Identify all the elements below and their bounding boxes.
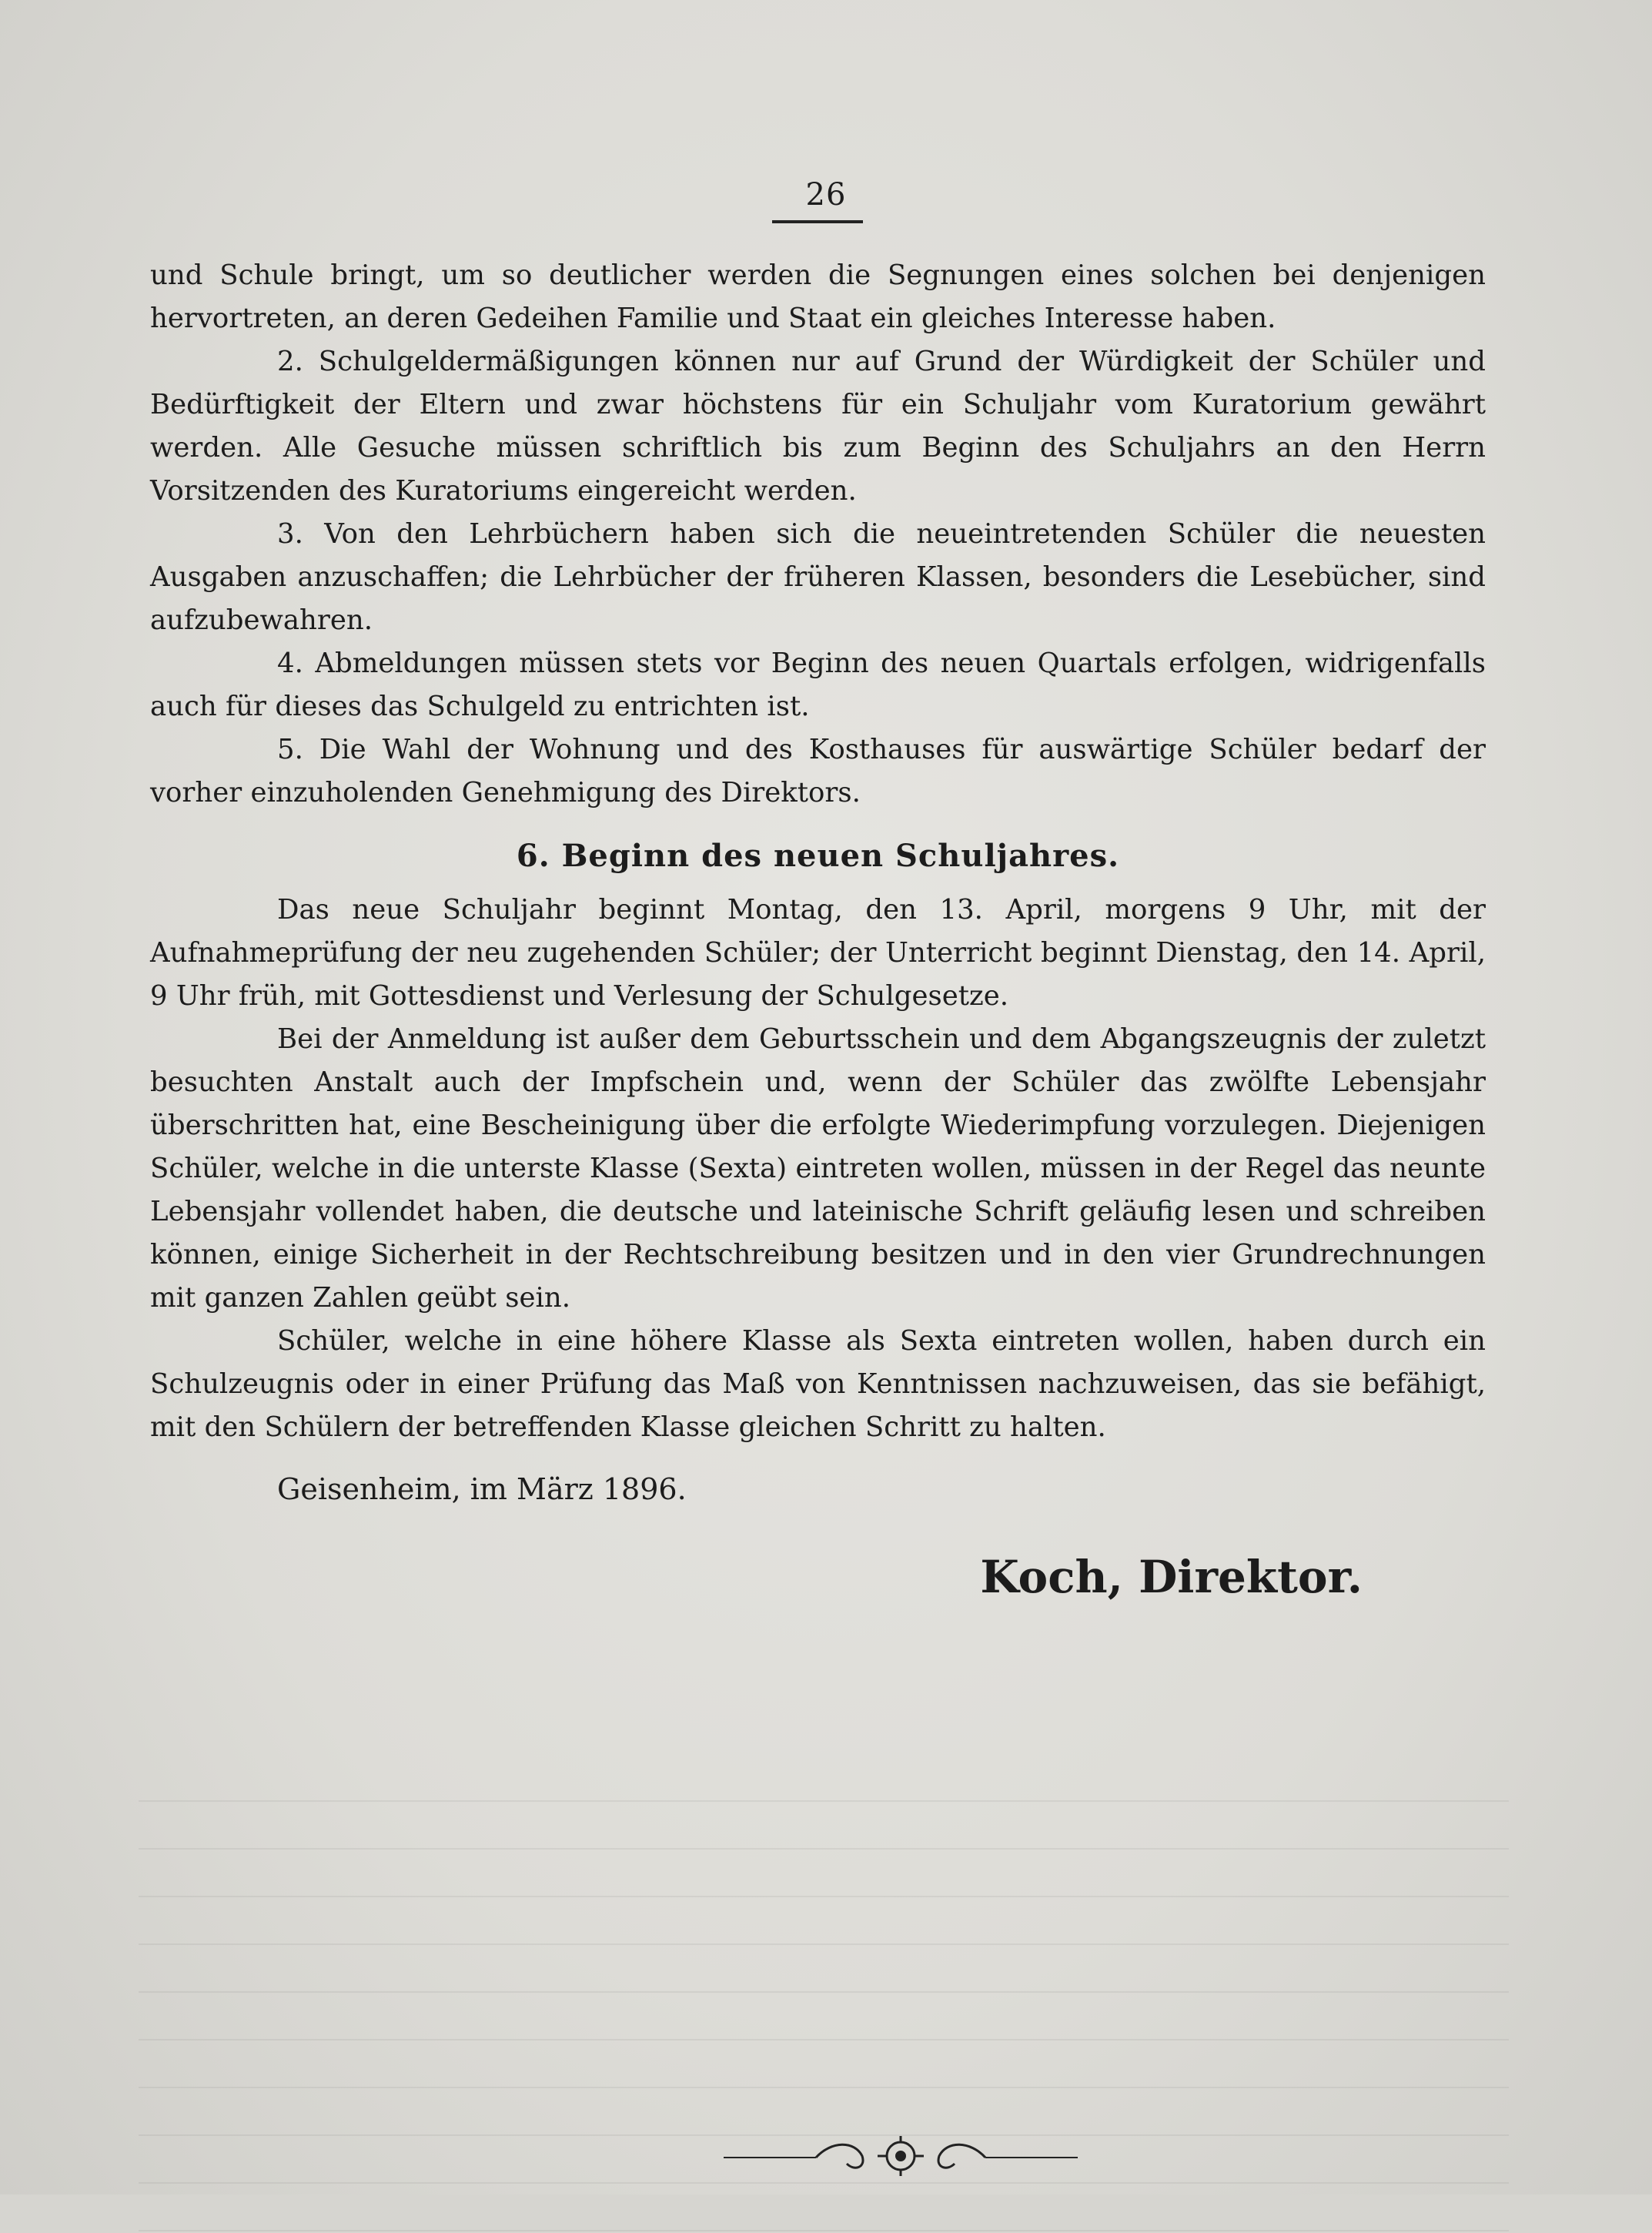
signature: Koch, Direktor.	[980, 1551, 1363, 1603]
section-paragraph-2: Bei der Anmeldung ist außer dem Geburtsschein und dem Abgangszeugnis der zuletzt besuchten Anstalt auch der Impfschein und, wenn der Schüler das zwölfte Lebensjahr überschritten hat, eine Bescheinigung über die erfolgte Wiederimpfung vorzulegen. Diejenigen Schüler, welche in die unterste Klasse (Sexta) eintreten wollen, müssen in der Regel das neunte Lebensjahr vollendet haben, die deutsche und lateinische Schrift geläufig lesen und schreiben können, einige Sicherheit in der Rechtschreibung besitzen und in den vier Grundrechnungen mit ganzen Zahlen geübt sein.	[150, 1023, 1486, 1314]
paragraph-3: 3. Von den Lehrbüchern haben sich die neueintretenden Schüler die neuesten Ausgaben anzuschaffen; die Lehrbücher der früheren Klassen, besonders die Lesebücher, sind aufzubewahren.	[150, 518, 1486, 636]
paragraph-continuation: und Schule bringt, um so deutlicher werden die Segnungen eines solchen bei denjenigen hervortreten, an deren Gedeihen Familie und Staat ein gleiches Interesse haben.	[150, 259, 1486, 334]
paragraph-4: 4. Abmeldungen müssen stets vor Beginn des neuen Quartals erfolgen, widrigenfalls auch für dieses das Schulgeld zu entrichten ist.	[150, 648, 1486, 722]
section-paragraph-1: Das neue Schuljahr beginnt Montag, den 13. April, morgens 9 Uhr, mit der Aufnahmeprüfung der neu zugehenden Schüler; der Unterricht beginnt Dienstag, den 14. April, 9 Uhr früh, mit Gottesdienst und Verlesung der Schulgesetze.	[150, 894, 1486, 1012]
section-heading: 6. Beginn des neuen Schuljahres.	[516, 838, 1120, 874]
ornament-divider-icon	[724, 2133, 1078, 2179]
place-date: Geisenheim, im März 1896.	[277, 1472, 687, 1506]
page-number: 26	[805, 177, 847, 213]
body-text	[150, 254, 1486, 1603]
paragraph-2: 2. Schulgeldermäßigungen können nur auf Grund der Würdigkeit der Schüler und Bedürftigkeit der Eltern und zwar höchstens für ein Schuljahr vom Kuratorium gewährt werden. Alle Gesuche müssen schriftlich bis zum Beginn des Schuljahrs an den Herrn Vorsitzenden des Kuratoriums eingereicht werden.	[150, 346, 1486, 507]
page-number-rule	[772, 220, 863, 223]
paragraph-5: 5. Die Wahl der Wohnung und des Kosthauses für auswärtige Schüler bedarf der vorher einzuholenden Genehmigung des Direktors.	[150, 734, 1486, 808]
section-paragraph-3: Schüler, welche in eine höhere Klasse als Sexta eintreten wollen, haben durch ein Schulzeugnis oder in einer Prüfung das Maß von Kenntnissen nachzuweisen, das sie befähigt, mit den Schülern der betreffenden Klasse gleichen Schritt zu halten.	[150, 1325, 1486, 1443]
